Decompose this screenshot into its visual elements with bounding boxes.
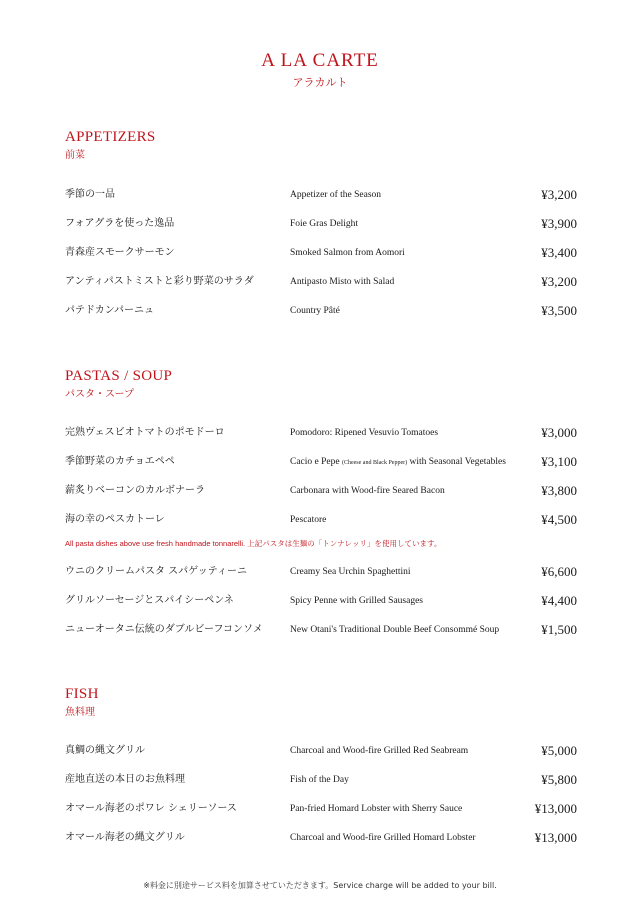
item-name-en: Country Pâté <box>290 306 340 316</box>
item-name-jp: 季節野菜のカチョエペペ <box>65 456 175 467</box>
section-fish-heading <box>65 685 99 719</box>
item-name-en: Creamy Sea Urchin Spaghettini <box>290 567 411 577</box>
item-name-en: Charcoal and Wood-fire Grilled Homard Lobster <box>290 833 476 843</box>
item-price: ¥13,000 <box>534 830 577 845</box>
item-price: ¥5,000 <box>541 743 577 758</box>
item-name-en-part: with Seasonal Vegetables <box>407 457 506 467</box>
item-name-jp: アンティパストミストと彩り野菜のサラダ <box>65 276 254 287</box>
page-subtitle: アラカルト <box>292 76 348 89</box>
section-title: APPETIZERS <box>65 129 156 145</box>
item-name-jp: オマール海老の縄文グリル <box>65 832 185 843</box>
menu-header <box>0 50 640 90</box>
menu-item <box>65 622 577 638</box>
item-price: ¥4,500 <box>541 512 577 527</box>
item-name-jp: 産地直送の本日のお魚料理 <box>65 774 185 785</box>
item-name-jp: パテドカンパーニュ <box>65 305 154 316</box>
menu-item <box>65 830 577 846</box>
menu-item <box>65 303 577 319</box>
section-title-jp: パスタ・スープ <box>65 389 134 400</box>
menu-item <box>65 274 577 290</box>
item-name-jp: 完熟ヴェスビオトマトのポモドーロ <box>65 427 225 438</box>
item-name-en: Carbonara with Wood-fire Seared Bacon <box>290 486 445 496</box>
item-name-jp: 季節の一品 <box>65 189 115 200</box>
menu-item <box>65 425 577 441</box>
item-name-en-detail: (Cheese and Black Pepper) <box>341 460 408 466</box>
item-name-en: Antipasto Misto with Salad <box>290 277 395 287</box>
item-price: ¥5,800 <box>541 772 577 787</box>
menu-item <box>65 512 577 528</box>
item-name-jp: ニューオータニ伝統のダブルビーフコンソメ <box>65 624 263 635</box>
item-name-en: New Otani's Traditional Double Beef Consommé Soup <box>290 625 500 635</box>
item-price: ¥3,800 <box>541 483 577 498</box>
item-name-en: Fish of the Day <box>290 775 349 785</box>
menu-item <box>65 772 577 788</box>
item-name-jp: ウニのクリームパスタ スパゲッティーニ <box>65 566 247 577</box>
item-price: ¥3,900 <box>541 216 577 231</box>
menu-item <box>65 564 577 580</box>
section-appetizers-heading <box>65 128 156 162</box>
item-name-en: Pan-fried Homard Lobster with Sherry Sauce <box>290 804 463 814</box>
item-price: ¥3,400 <box>541 245 577 260</box>
item-name-en: Charcoal and Wood-fire Grilled Red Seabream <box>290 746 469 756</box>
menu-item <box>65 743 577 759</box>
item-price: ¥3,100 <box>541 454 577 469</box>
item-price: ¥3,200 <box>541 187 577 202</box>
page-title: A LA CARTE <box>261 50 379 71</box>
section-title: PASTAS / SOUP <box>65 368 173 384</box>
menu-item <box>65 483 577 499</box>
menu-item <box>65 593 577 609</box>
item-name-en: Smoked Salmon from Aomori <box>290 248 405 258</box>
item-price: ¥4,400 <box>541 593 577 608</box>
item-name-en: Pomodoro: Ripened Vesuvio Tomatoes <box>290 428 439 438</box>
item-price: ¥1,500 <box>541 622 577 637</box>
item-name-en: Foie Gras Delight <box>290 219 359 229</box>
pasta-note: All pasta dishes above use fresh handmade tonnarelli. 上記パスタは生麺の「トンナレッリ」を使用しています。 <box>65 539 442 548</box>
item-name-jp: 青森産スモークサーモン <box>65 247 175 258</box>
item-name-en-part: Cacio e Pepe <box>290 457 342 467</box>
item-price: ¥3,000 <box>541 425 577 440</box>
item-price: ¥13,000 <box>534 801 577 816</box>
menu-item <box>65 454 577 470</box>
item-name-en: Appetizer of the Season <box>290 190 382 200</box>
item-price: ¥6,600 <box>541 564 577 579</box>
menu-item <box>65 801 577 817</box>
item-name-jp: 真鯛の縄文グリル <box>65 745 145 756</box>
item-name-jp: グリルソーセージとスパイシーペンネ <box>65 595 234 606</box>
item-name-jp: 薪炙りベーコンのカルボナーラ <box>65 485 205 496</box>
section-title-jp: 前菜 <box>65 150 85 161</box>
menu-item <box>65 187 577 203</box>
item-price: ¥3,500 <box>541 303 577 318</box>
service-charge-note: ※料金に別途サービス料を加算させていただきます。Service charge will be added to your bill. <box>143 881 497 890</box>
section-title: FISH <box>65 686 99 702</box>
item-name-en <box>290 454 506 471</box>
item-name-en: Pescatore <box>290 515 327 525</box>
item-name-jp: オマール海老のポワレ シェリーソース <box>65 803 237 814</box>
item-name-en: Spicy Penne with Grilled Sausages <box>290 596 423 606</box>
menu-item <box>65 245 577 261</box>
menu-item <box>65 216 577 232</box>
item-price: ¥3,200 <box>541 274 577 289</box>
item-name-jp: 海の幸のペスカトーレ <box>65 514 165 525</box>
item-name-jp: フォアグラを使った逸品 <box>65 218 175 229</box>
section-title-jp: 魚料理 <box>65 707 95 718</box>
section-pastas-heading <box>65 367 172 401</box>
